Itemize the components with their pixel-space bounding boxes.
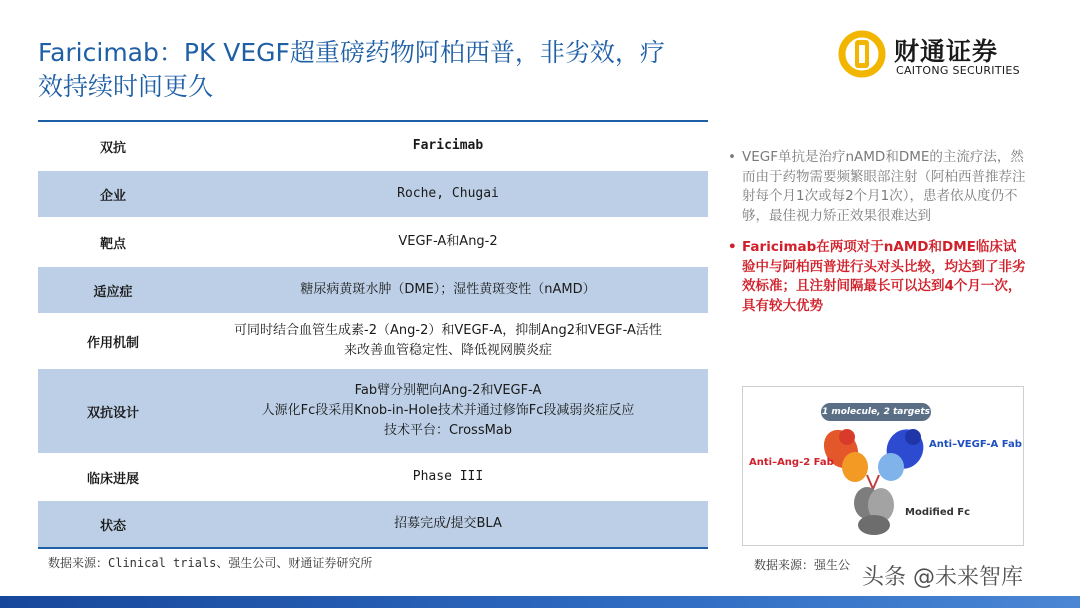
- bullet-item: [728, 148, 1028, 226]
- table-row-key: 状态: [99, 518, 126, 534]
- figure-pill-label: 1 molecule, 2 targets: [821, 403, 931, 421]
- table-row-key: 靶点: [99, 236, 126, 252]
- table-row: [38, 501, 708, 549]
- table-row-key: 企业: [99, 188, 126, 204]
- page-title: Faricimab：PK VEGF超重磅药物阿柏西普，非劣效，疗效持续时间更久: [38, 38, 665, 101]
- logo-text-en: CAITONG SECURITIES: [896, 64, 1020, 77]
- table-row-value: VEGF-A和Ang-2: [398, 234, 498, 249]
- table-row-line: 可同时结合血管生成素-2（Ang-2）和VEGF-A，抑制Ang2和VEGF-A活性: [234, 323, 662, 338]
- table-row-key: 临床进展: [86, 471, 139, 487]
- anti-vegf-label: Anti–VEGF-A Fab: [929, 439, 1022, 450]
- table-row-value: Phase III: [412, 469, 484, 484]
- table-row: [38, 218, 708, 267]
- table-row-value: [188, 381, 708, 441]
- table-row-line: 来改善血管稳定性、降低视网膜炎症: [343, 343, 552, 358]
- table-header-value: Faricimab: [412, 138, 484, 153]
- antibody-figure: [742, 386, 1024, 546]
- table-header-row: [38, 122, 708, 171]
- table-row: [38, 171, 708, 218]
- source-note-right: 数据来源：强生公: [754, 558, 851, 572]
- footer-bar: [0, 596, 1080, 608]
- logo-text-cn: 财通证券: [894, 37, 999, 66]
- table-header-key: 双抗: [99, 140, 126, 156]
- table-row: [38, 314, 708, 369]
- bullet-dot-icon: •: [728, 149, 736, 165]
- table-row-key: 双抗设计: [86, 405, 139, 421]
- table-row-line: Fab臂分别靶向Ang-2和VEGF-A: [354, 383, 542, 398]
- table-row-line: 技术平台：CrossMab: [383, 423, 513, 438]
- bullet-list: [728, 148, 1028, 328]
- source-note-left: 数据来源：Clinical trials、强生公司、财通证券研究所: [48, 556, 373, 570]
- table-row: [38, 369, 708, 454]
- watermark: 头条 @未来智库: [862, 565, 1023, 590]
- caitong-logo-icon: [838, 30, 886, 78]
- bullet-item: [728, 238, 1028, 316]
- bullet-text: VEGF单抗是治疗nAMD和DME的主流疗法，然而由于药物需要频繁眼部注射（阿柏西普推荐注射每个月1次或每2个月1次），患者依从度仍不够，最佳视力矫正效果很难达到: [742, 149, 1026, 224]
- table-row-value: Roche, Chugai: [397, 186, 499, 201]
- table-row-line: 人源化Fc段采用Knob-in-Hole技术并通过修饰Fc段减弱炎症反应: [261, 403, 635, 418]
- bullet-text: Faricimab在两项对于nAMD和DME临床试验中与阿柏西普进行头对头比较，均达到了非劣效标准；且注射间隔最长可以达到4个月一次，具有较大优势: [742, 239, 1026, 314]
- faricimab-table: [38, 120, 708, 549]
- modified-fc-label: Modified Fc: [905, 507, 970, 518]
- caitong-logo: [838, 30, 1038, 80]
- bullet-dot-icon: •: [728, 239, 737, 255]
- table-row-key: 适应症: [93, 284, 133, 300]
- table-row-value: 糖尿病黄斑水肿（DME）；湿性黄斑变性（nAMD）: [300, 282, 596, 297]
- table-row: [38, 267, 708, 314]
- table-row-value: [188, 321, 708, 361]
- table-row: [38, 454, 708, 501]
- table-row-value: 招募完成/提交BLA: [394, 516, 502, 531]
- table-row-key: 作用机制: [86, 335, 139, 351]
- anti-ang2-label: Anti–Ang-2 Fab: [749, 457, 834, 468]
